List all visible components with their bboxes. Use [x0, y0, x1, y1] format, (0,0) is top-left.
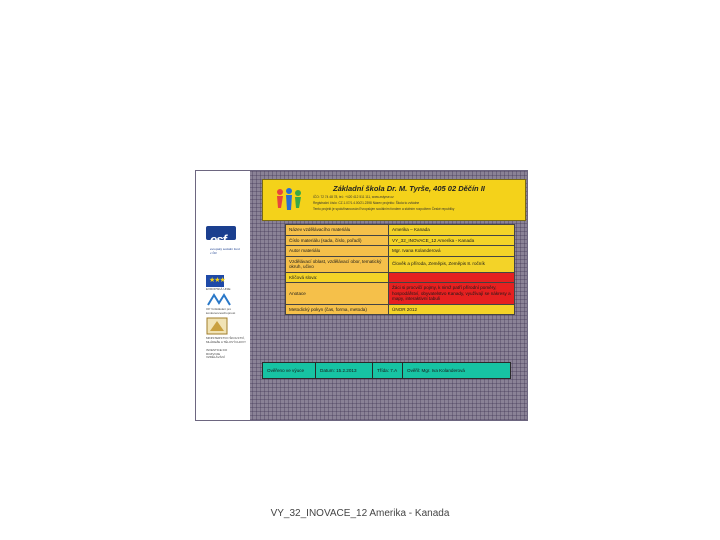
esf-logo-text: esf: [210, 232, 226, 247]
verified-label: Ověřeno ve výuce: [263, 363, 316, 378]
row-label: Klíčová slova:: [286, 272, 389, 283]
table-row: [286, 304, 515, 315]
school-line-2: Registrační číslo: CZ.1.07/1.4.00/21.2398 Název projektu: Škola to zvládne: [313, 201, 420, 205]
table-row: [286, 235, 515, 246]
row-label: Metodický pokyn (čas, forma, metoda): [286, 304, 389, 315]
row-value: VY_32_INOVACE_12 Amerika - Kanada: [389, 235, 515, 246]
table-row: [286, 283, 515, 305]
table-row: [286, 272, 515, 283]
school-line-3: Tento projekt je spolufinancován Evropským sociálním fondem a státním rozpočtem České republiky: [313, 207, 455, 211]
table-row: [286, 225, 515, 236]
eu-label: EVROPSKÁ UNIE: [206, 287, 231, 291]
row-value: ÚNOR 2012: [389, 304, 515, 315]
row-value: Žáci si procvičí pojmy, k nimž patří přírodní poměry, hospodářství, obyvatelstvo Kanady, využívají se nákresy a mapy, interaktivní tabuli: [389, 283, 515, 305]
verified-class: Třída: 7.A: [373, 363, 403, 378]
esf-logo-sub: evropský sociální fond v ČR: [210, 247, 240, 255]
table-row: [286, 246, 515, 257]
verified-date: Datum: 15.2.2013: [316, 363, 373, 378]
row-value: Amerika – Kanada: [389, 225, 515, 236]
logo-panel: [196, 171, 250, 420]
school-line-1: IČO: 72 74 48 78, tel.: +420 412 511 111, www.zstyrse.cz: [313, 195, 394, 199]
school-logo-icon: [271, 184, 305, 218]
row-label: Autor materiálu: [286, 246, 389, 257]
eu-flag-icon: ★★★: [206, 275, 224, 287]
school-header: [262, 179, 526, 221]
op-label: OP Vzdělávání pro konkurenceschopnost: [206, 307, 236, 315]
row-label: Název vzdělávacího materiálu: [286, 225, 389, 236]
verification-row: [262, 362, 511, 379]
row-label: Anotace: [286, 283, 389, 305]
school-title: Základní škola Dr. M. Tyrše, 405 02 Děčín II: [333, 184, 485, 193]
msmt-label: MINISTERSTVO ŠKOLSTVÍ, MLÁDEŽE A TĚLOVÝCHOVY: [206, 336, 246, 344]
slide-image: [196, 171, 527, 420]
verified-by: Ověřil: Mgr. Iva Kolanderová: [407, 368, 465, 373]
row-label: Vzdělávací oblast, vzdělávací obor, tematický okruh, učivo: [286, 256, 389, 272]
table-row: [286, 256, 515, 272]
row-label: Číslo materiálu (sada, číslo, pořadí): [286, 235, 389, 246]
row-value: Mgr. Ivana Kolanderová: [389, 246, 515, 257]
material-info-table: [285, 224, 515, 315]
esf-logo: [206, 226, 240, 266]
row-value: Člověk a příroda, Zeměpis, Zeměpis 8. ročník: [389, 256, 515, 272]
invest-label: INVESTICE DO ROZVOJE VZDĚLÁVÁNÍ: [206, 348, 228, 359]
slide-caption: VY_32_INOVACE_12 Amerika - Kanada: [270, 508, 450, 519]
row-value: [389, 272, 515, 283]
